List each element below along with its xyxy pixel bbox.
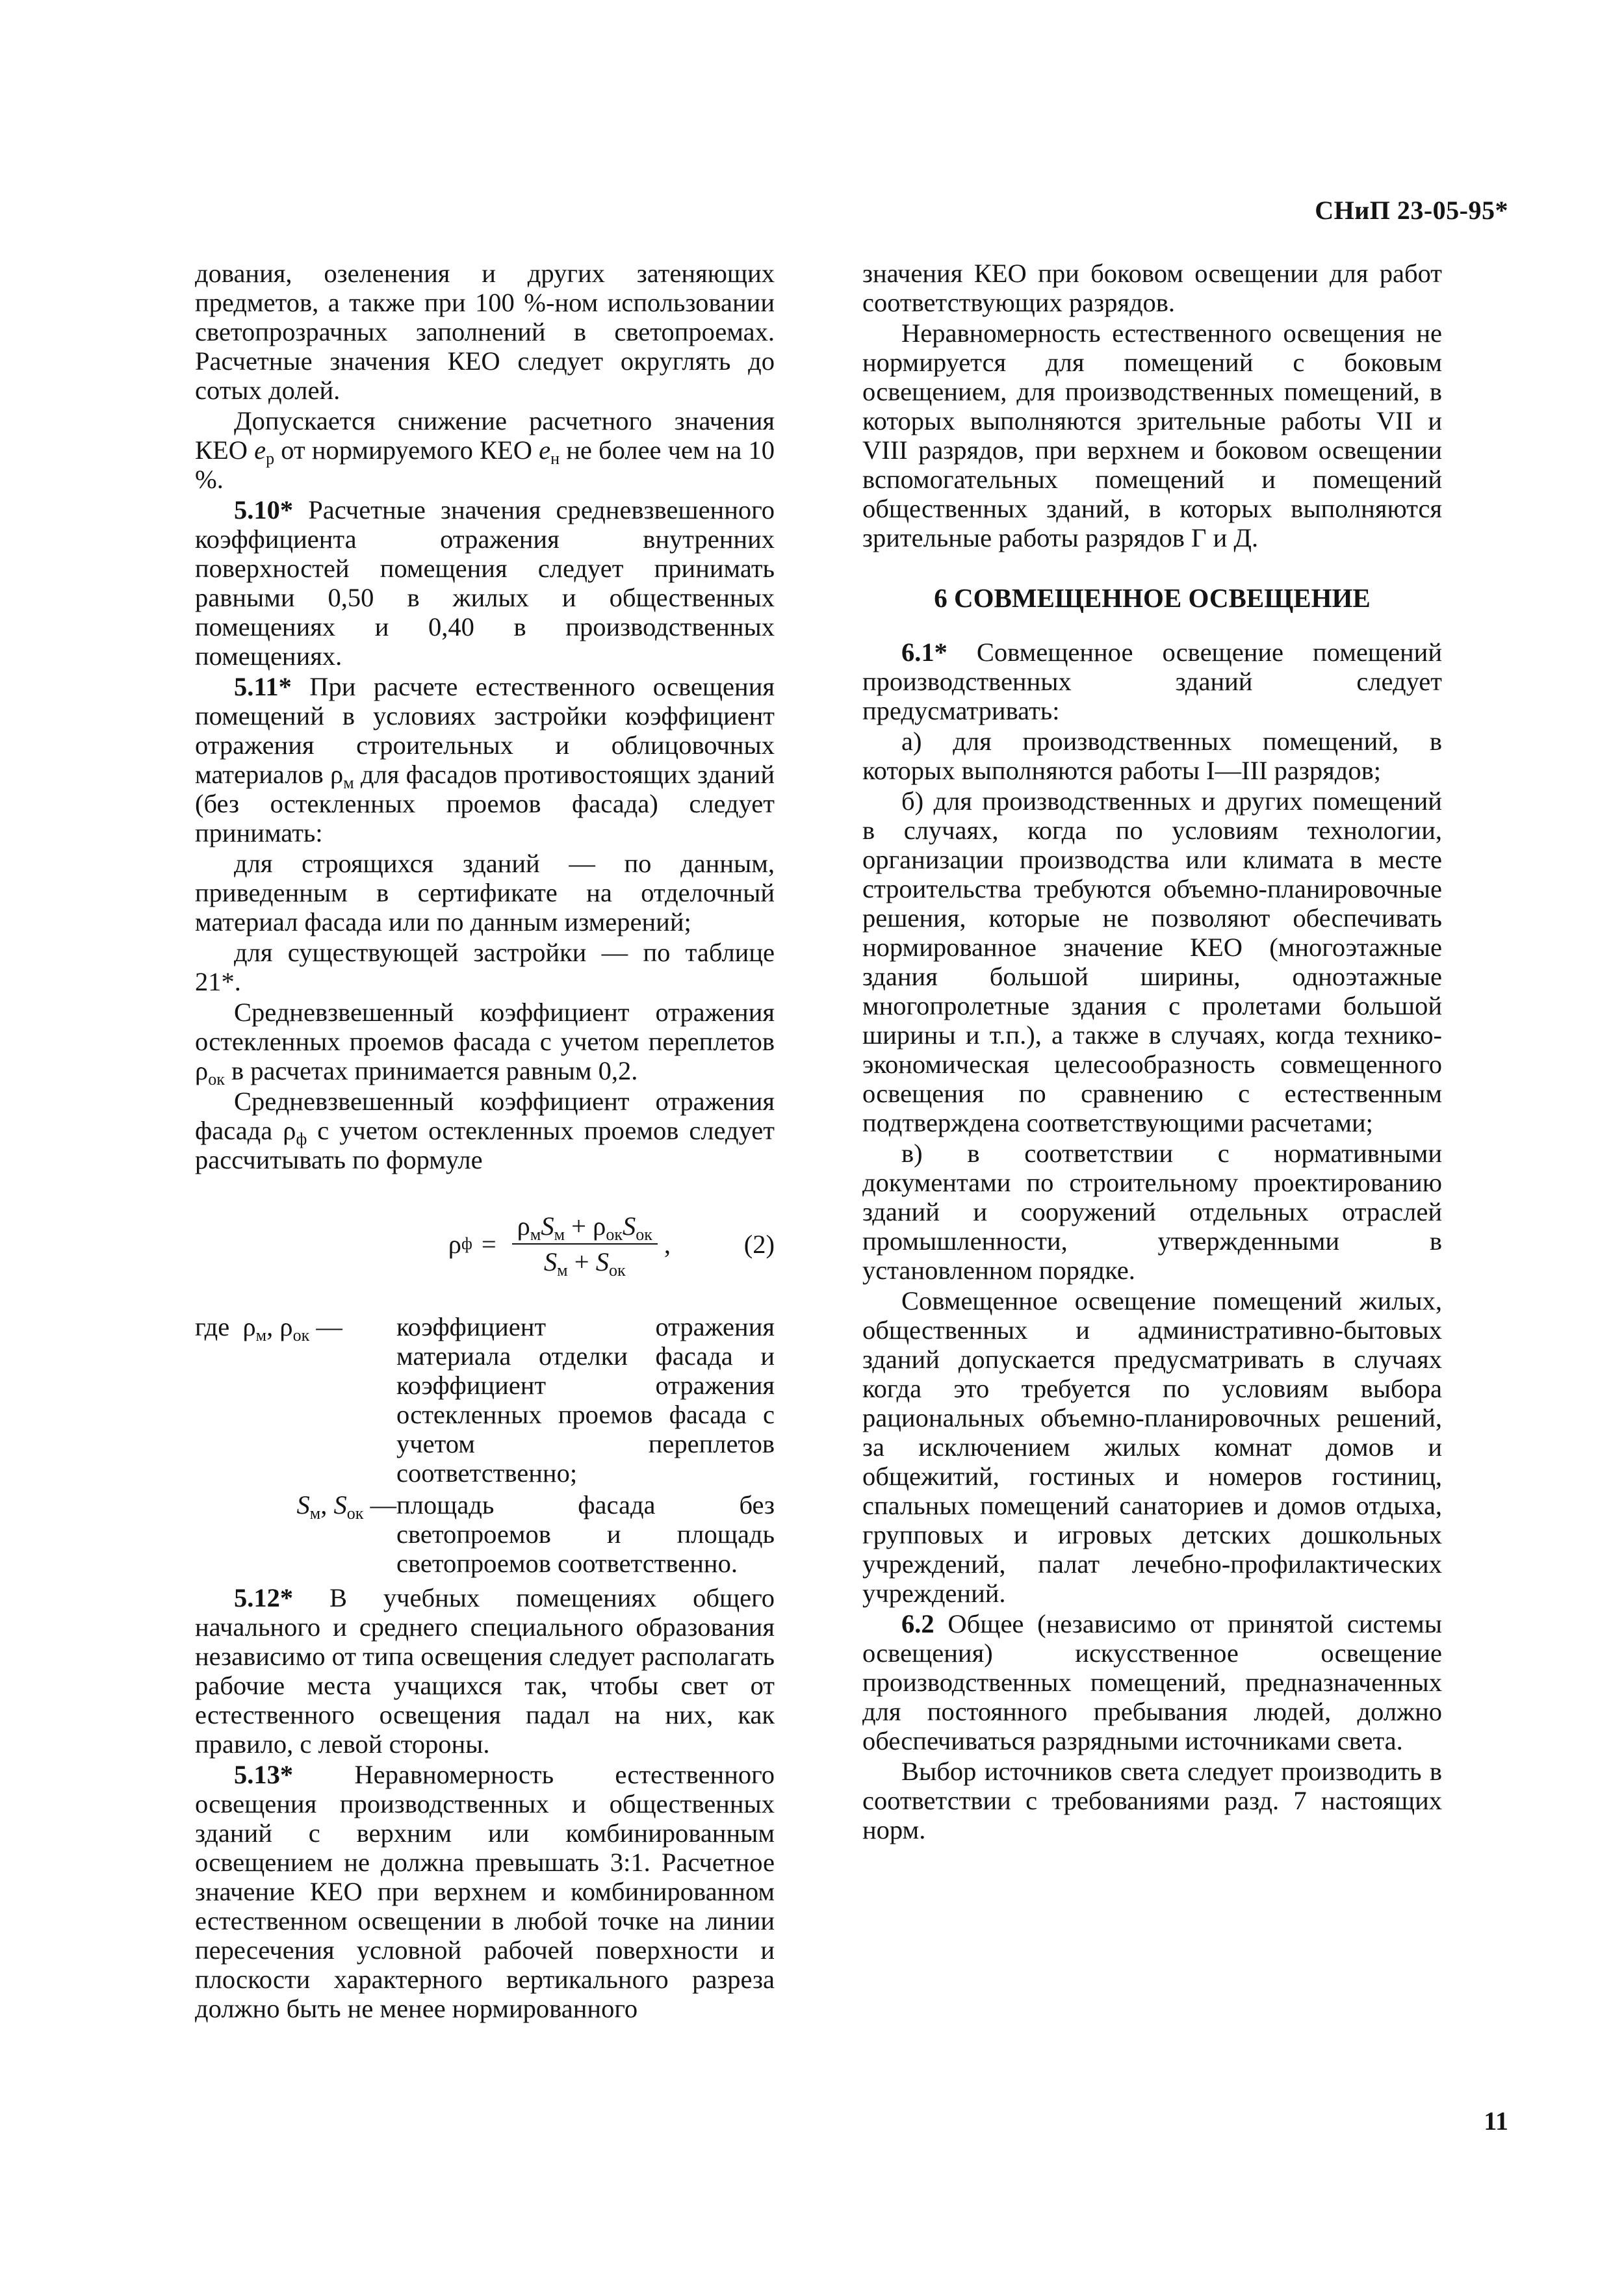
subscript: р	[266, 449, 275, 468]
right-column	[862, 259, 1442, 1844]
dash: —	[309, 1312, 342, 1341]
symbol-definitions	[195, 1312, 775, 1578]
clause-number: 5.11*	[234, 672, 292, 701]
text-run: Допускается снижение расчетного значения КЕО	[195, 406, 775, 465]
clause-text: для фасадов противостоящих зданий (без остекленных проемов фасада) следует принимать:	[195, 760, 775, 847]
definition-term	[195, 1312, 396, 1488]
clause-text: При расчете естественного освещения помещений в условиях застройки коэффициент отражения строительных и облицовочных материалов ρ	[195, 672, 775, 789]
paragraph	[195, 1087, 775, 1174]
clause-5-11	[195, 672, 775, 847]
clause-number: 5.12*	[234, 1583, 294, 1612]
clause-number: 5.13*	[234, 1760, 294, 1789]
formula-comma: ,	[664, 1229, 671, 1259]
formula-symbol: ρ	[279, 1312, 293, 1341]
clause-text: В учебных помещениях общего начального и среднего специального образования независимо от типа освещения следует располагать рабочие места учащихся так, чтобы свет от естественного освещения падал на них, как правило, с левой стороны.	[195, 1583, 775, 1759]
variable: e	[254, 435, 266, 465]
formula-denominator	[539, 1245, 631, 1280]
text-run: не более чем на 10 %.	[195, 435, 775, 494]
clause-5-10	[195, 495, 775, 671]
subscript: м	[343, 773, 354, 792]
clause-text: Расчетные значения средневзвешенного коэффициента отражения внутренних поверхностей помещения следует принимать равными 0,50 в жилых и общественных помещениях и 0,40 в производственных помещениях.	[195, 495, 775, 671]
formula-body: ρ ф = $\frac{\rho_мS_м + \rho_{ок}S_{ок}}{S_м + S_{ок}}$ ,	[448, 1211, 671, 1280]
formula-plus: +	[571, 1211, 586, 1241]
section-heading: 6 СОВМЕЩЕННОЕ ОСВЕЩЕНИЕ	[934, 583, 1371, 613]
formula-numerator	[512, 1211, 658, 1245]
formula-symbol: S	[622, 1211, 636, 1241]
formula-2	[195, 1202, 775, 1286]
subscript: ок	[208, 1070, 225, 1089]
paragraph: значения КЕО при боковом освещении для работ соответствующих разрядов.	[862, 259, 1442, 317]
paragraph: Неравномерность естественного освещения не нормируется для помещений с боковым освещением, для производственных помещений, в которых выполняются зрительные работы VII и VIII разрядов, при верхнем и боковом освещении вспомогательных помещений и помещений общественных зданий, в которых выполняются зрительные работы разрядов Г и Д.	[862, 318, 1442, 552]
formula-fraction	[512, 1211, 658, 1280]
subscript: м	[309, 1504, 321, 1523]
text-run: с учетом остекленных проемов следует рассчитывать по формуле	[195, 1116, 775, 1174]
document-code-header: СНиП 23-05-95*	[1315, 196, 1508, 225]
formula-symbol: ρ	[448, 1229, 461, 1259]
subscript: м	[255, 1326, 267, 1345]
page-number: 11	[1484, 2106, 1508, 2136]
list-item: в) в соответствии с нормативными документами по строительному проектированию зданий и сооружений отдельных отраслей промышленности, утвержденными в установленном порядке.	[862, 1139, 1442, 1285]
definition-text: площадь фасада без светопроемов и площадь светопроемов соответственно.	[396, 1490, 775, 1578]
subscript: ок	[292, 1326, 310, 1345]
definition-text: коэффициент отражения материала отделки фасада и коэффициент отражения остекленных проемов фасада с учетом переплетов соответственно;	[396, 1312, 775, 1488]
subscript: ок	[606, 1225, 623, 1244]
list-item: а) для производственных помещений, в которых выполняются работы I—III разрядов;	[862, 727, 1442, 785]
paragraph: Совмещенное освещение помещений жилых, общественных и административно-бытовых зданий допускается предусматривать в случаях когда это требуется по условиям выбора рациональных объемно-планировочных решений, за исключением жилых комнат домов и общежитий, гостиных и номеров гостиниц, спальных помещений санаториев и домов отдыха, групповых и игровых детских дошкольных учреждений, палат лечебно-профилактических учреждений.	[862, 1286, 1442, 1608]
paragraph	[195, 406, 775, 494]
subscript: м	[530, 1225, 541, 1244]
subscript: ок	[346, 1504, 364, 1523]
left-column	[195, 259, 775, 2023]
subscript: ок	[608, 1261, 626, 1280]
definition-row	[195, 1312, 775, 1488]
clause-6-1	[862, 638, 1442, 725]
clause-text: Неравномерность естественного освещения производственных и общественных зданий с верхним или комбинированным освещением не должна превышать 3:1. Расчетное значение КЕО при верхнем и комбинированном естественном освещении в любой точке на линии пересечения условной рабочей поверхности и плоскости характерного вертикального разреза должно быть не менее нормированного	[195, 1760, 775, 2023]
definition-row	[195, 1490, 775, 1578]
formula-symbol: ρ	[517, 1211, 530, 1241]
separator: ,	[320, 1490, 334, 1519]
paragraph: для строящихся зданий — по данным, приведенным в сертификате на отделочный материал фасада или по данным измерений;	[195, 849, 775, 937]
formula-symbol: ρ	[242, 1312, 256, 1341]
formula-number: (2)	[743, 1229, 775, 1259]
subscript: м	[557, 1261, 568, 1280]
paragraph: Выбор источников света следует производить в соответствии с требованиями разд. 7 настоящих норм.	[862, 1757, 1442, 1844]
text-run: Средневзвешенный коэффициент отражения фасада ρ	[195, 1087, 775, 1145]
clause-6-2	[862, 1609, 1442, 1755]
text-run: Средневзвешенный коэффициент отражения остекленных проемов фасада с учетом переплетов ρ	[195, 998, 775, 1085]
subscript: н	[550, 449, 560, 468]
clause-5-12	[195, 1583, 775, 1759]
clause-number: 6.1*	[901, 638, 947, 667]
where-label: где	[195, 1312, 230, 1341]
formula-equals: =	[481, 1229, 496, 1259]
formula-symbol: S	[333, 1490, 347, 1519]
formula-symbol: S	[543, 1247, 558, 1276]
text-run: в расчетах принимается равным 0,2.	[224, 1056, 638, 1085]
clause-5-13	[195, 1760, 775, 2023]
formula-symbol: S	[296, 1490, 310, 1519]
formula-symbol: S	[595, 1247, 609, 1276]
clause-number: 6.2	[901, 1609, 934, 1638]
definition-term	[195, 1490, 396, 1578]
subscript: ок	[636, 1225, 652, 1244]
separator: ,	[266, 1312, 280, 1341]
formula-symbol: S	[541, 1211, 554, 1241]
formula-plus: +	[574, 1247, 589, 1276]
clause-number: 5.10*	[234, 495, 294, 524]
subscript: м	[554, 1225, 565, 1244]
subscript: ф	[296, 1130, 307, 1148]
variable: e	[539, 435, 551, 465]
clause-text: Общее (независимо от принятой системы освещения) искусственное освещение производственных помещений, предназначенных для постоянного пребывания людей, должно обеспечиваться разрядными источниками света.	[862, 1609, 1442, 1755]
paragraph: для существующей застройки — по таблице 21*.	[195, 938, 775, 996]
list-item: б) для производственных и других помещений в случаях, когда по условиям технологии, организации производства или климата в месте строительства требуются объемно-планировочные решения, которые не позволяют обеспечивать нормированное значение КЕО (многоэтажные здания большой ширины, одноэтажные многопролетные здания с пролетами большой ширины и т.п.), а также в случаях, когда технико-экономическая целесообразность совмещенного освещения по сравнению с естественным подтверждена соответствующими расчетами;	[862, 786, 1442, 1137]
clause-text: Совмещенное освещение помещений производственных зданий следует предусматривать:	[862, 638, 1442, 725]
text-run: от нормируемого КЕО	[274, 435, 539, 465]
formula-symbol: ρ	[593, 1211, 606, 1241]
dash: —	[363, 1490, 396, 1519]
paragraph: дования, озеленения и других затеняющих предметов, а также при 100 %-ном использовании светопрозрачных заполнений в светопроемах. Расчетные значения КЕО следует округлять до сотых долей.	[195, 259, 775, 405]
paragraph	[195, 998, 775, 1089]
